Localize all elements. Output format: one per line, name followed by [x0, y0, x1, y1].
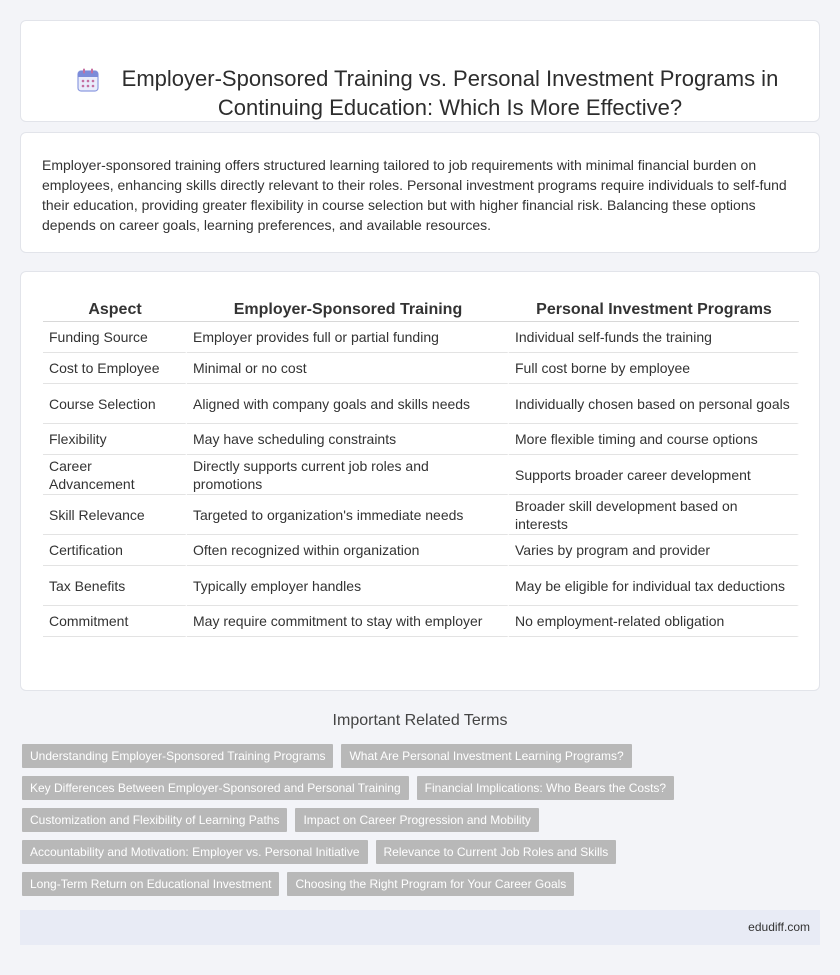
- cell-personal: Varies by program and provider: [509, 535, 799, 566]
- table-row: [43, 535, 799, 566]
- related-term-tag[interactable]: Key Differences Between Employer-Sponsored and Personal Training: [22, 776, 409, 800]
- table-row: [43, 606, 799, 637]
- table-row: [43, 424, 799, 455]
- table-row: [43, 322, 799, 353]
- cell-aspect: Commitment: [43, 606, 187, 637]
- related-terms-list: [22, 744, 802, 904]
- related-term-tag[interactable]: Long-Term Return on Educational Investment: [22, 872, 279, 896]
- cell-employer: May require commitment to stay with employer: [187, 606, 509, 637]
- cell-aspect: Certification: [43, 535, 187, 566]
- table-row: [43, 566, 799, 606]
- related-terms-title: Important Related Terms: [332, 712, 508, 729]
- cell-aspect: Flexibility: [43, 424, 187, 455]
- title-card: [20, 20, 820, 122]
- page-title: Employer-Sponsored Training vs. Personal Investment Programs in Continuing Education: Which Is More Effective?: [121, 66, 779, 120]
- calendar-icon: [77, 68, 99, 92]
- cell-aspect: Tax Benefits: [43, 566, 187, 606]
- cell-aspect: Career Advancement: [43, 455, 187, 495]
- table-row: [43, 455, 799, 495]
- cell-aspect: Funding Source: [43, 322, 187, 353]
- cell-employer: May have scheduling constraints: [187, 424, 509, 455]
- cell-personal: Individually chosen based on personal goals: [509, 384, 799, 424]
- footer: [20, 910, 820, 945]
- table-header-row: [43, 296, 799, 322]
- table-row: [43, 495, 799, 535]
- cell-employer: Minimal or no cost: [187, 353, 509, 384]
- cell-personal: No employment-related obligation: [509, 606, 799, 637]
- comparison-table-card: [20, 271, 820, 691]
- summary-text: Employer-sponsored training offers structured learning tailored to job requirements with minimal financial burden on employees, enhancing skills directly relevant to their roles. Personal investment programs require individuals to self-fund their education, providing greater flexibility in course selection but with higher financial risk. Balancing these options depends on career goals, learning preferences, and available resources.: [42, 157, 787, 233]
- cell-employer: Directly supports current job roles and promotions: [187, 455, 509, 495]
- cell-employer: Typically employer handles: [187, 566, 509, 606]
- cell-aspect: Cost to Employee: [43, 353, 187, 384]
- related-term-tag[interactable]: Financial Implications: Who Bears the Costs?: [417, 776, 674, 800]
- cell-employer: Often recognized within organization: [187, 535, 509, 566]
- footer-site-link[interactable]: edudiff.com: [748, 920, 810, 934]
- related-term-tag[interactable]: Impact on Career Progression and Mobility: [295, 808, 538, 832]
- header-personal-investment: Personal Investment Programs: [509, 296, 799, 322]
- related-term-tag[interactable]: Relevance to Current Job Roles and Skills: [376, 840, 617, 864]
- comparison-table: [43, 296, 799, 637]
- table-row: [43, 384, 799, 424]
- cell-aspect: Course Selection: [43, 384, 187, 424]
- cell-personal: Supports broader career development: [509, 455, 799, 495]
- cell-employer: Aligned with company goals and skills needs: [187, 384, 509, 424]
- related-term-tag[interactable]: Customization and Flexibility of Learning Paths: [22, 808, 287, 832]
- cell-personal: More flexible timing and course options: [509, 424, 799, 455]
- table-row: [43, 353, 799, 384]
- cell-employer: Targeted to organization's immediate needs: [187, 495, 509, 535]
- cell-personal: Individual self-funds the training: [509, 322, 799, 353]
- header-employer-sponsored: Employer-Sponsored Training: [187, 296, 509, 322]
- cell-personal: May be eligible for individual tax deductions: [509, 566, 799, 606]
- header-aspect: Aspect: [43, 296, 187, 322]
- cell-employer: Employer provides full or partial funding: [187, 322, 509, 353]
- related-term-tag[interactable]: Accountability and Motivation: Employer vs. Personal Initiative: [22, 840, 368, 864]
- cell-aspect: Skill Relevance: [43, 495, 187, 535]
- related-term-tag[interactable]: Understanding Employer-Sponsored Training Programs: [22, 744, 333, 768]
- cell-personal: Full cost borne by employee: [509, 353, 799, 384]
- related-term-tag[interactable]: What Are Personal Investment Learning Programs?: [341, 744, 631, 768]
- summary-card: [20, 132, 820, 253]
- related-term-tag[interactable]: Choosing the Right Program for Your Career Goals: [287, 872, 574, 896]
- cell-personal: Broader skill development based on interests: [509, 495, 799, 535]
